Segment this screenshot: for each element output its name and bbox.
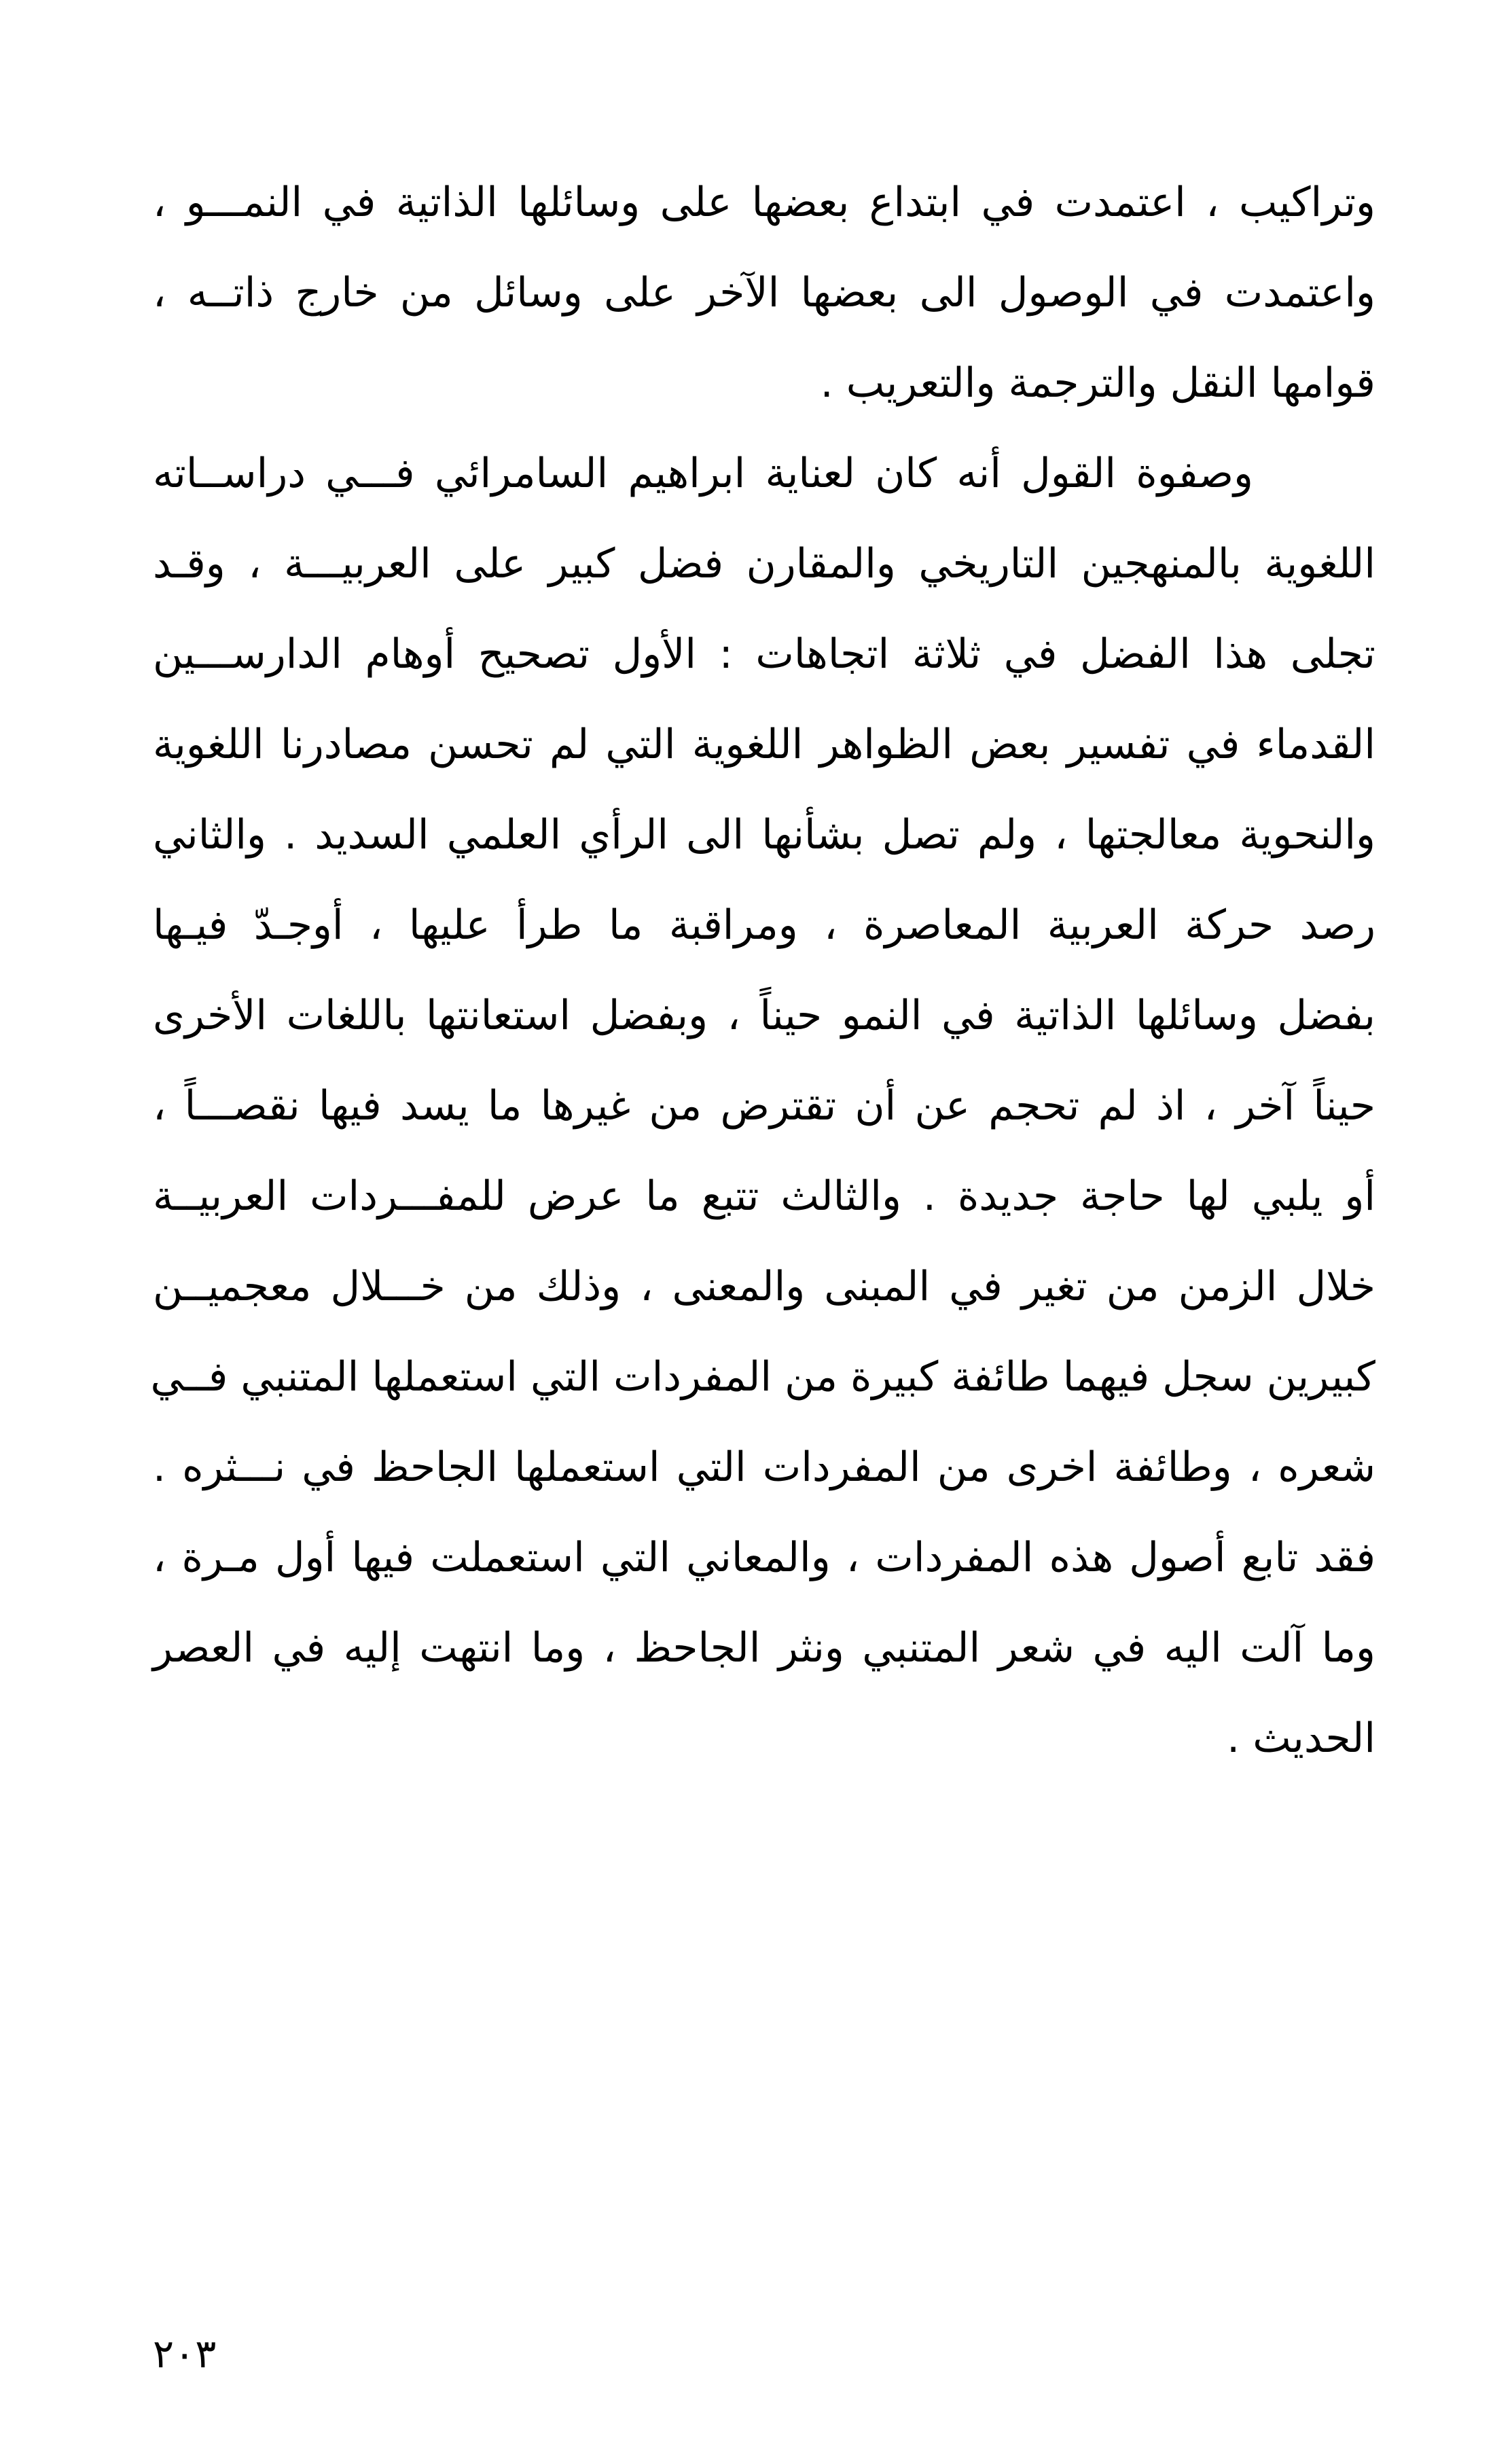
- text-line-14: كبيرين سجل فيهما طائفة كبيرة من المفردات التي استعملها المتنبي فــي: [150, 1353, 1375, 1401]
- text-line-7: القدماء في تفسير بعض الظواهر اللغوية التي لم تحسن مصادرنا اللغوية: [153, 721, 1375, 768]
- text-line-9: رصد حركة العربية المعاصرة ، ومراقبة ما طرأ عليها ، أوجـدّ فيـها: [153, 901, 1375, 949]
- text-line-17: وما آلت اليه في شعر المتنبي ونثر الجاحظ ، وما انتهت إليه في العصر: [153, 1624, 1375, 1672]
- text-line-8: والنحوية معالجتها ، ولم تصل بشأنها الى الرأي العلمي السديد . والثاني: [153, 811, 1375, 859]
- text-line-5: اللغوية بالمنهجين التاريخي والمقارن فضل كبير على العربيـــة ، وقـد: [153, 540, 1375, 588]
- text-line-12: أو يلبي لها حاجة جديدة . والثالث تتبع ما عرض للمفـــردات العربيــة: [153, 1172, 1375, 1220]
- text-line-18: الحديث .: [1227, 1715, 1375, 1762]
- text-line-4: وصفوة القول أنه كان لعناية ابراهيم السامرائي فـــي دراســاته: [153, 450, 1253, 497]
- text-line-15: شعره ، وطائفة اخرى من المفردات التي استعملها الجاحظ في نـــثره .: [153, 1443, 1375, 1491]
- text-line-2: واعتمدت في الوصول الى بعضها الآخر على وسائل من خارج ذاتــه ،: [153, 269, 1375, 317]
- text-line-6: تجلى هذا الفضل في ثلاثة اتجاهات : الأول تصحيح أوهام الدارســـين: [153, 630, 1375, 678]
- body-text: [150, 158, 1375, 1784]
- text-line-13: خلال الزمن من تغير في المبنى والمعنى ، وذلك من خـــلال معجميــن: [153, 1263, 1375, 1310]
- text-line-1: وتراكيب ، اعتمدت في ابتداع بعضها على وسائلها الذاتية في النمـــو ،: [153, 179, 1375, 226]
- text-line-3: قوامها النقل والترجمة والتعريب .: [820, 359, 1375, 407]
- page-number: ٢٠٣: [153, 2331, 217, 2377]
- text-line-10: بفضل وسائلها الذاتية في النمو حيناً ، وبفضل استعانتها باللغات الأخرى: [153, 992, 1375, 1039]
- text-line-16: فقد تابع أصول هذه المفردات ، والمعاني التي استعملت فيها أول مـرة ،: [153, 1534, 1375, 1581]
- text-line-11: حيناً آخر ، اذ لم تحجم عن أن تقترض من غيرها ما يسد فيها نقصـــاً ،: [153, 1082, 1375, 1130]
